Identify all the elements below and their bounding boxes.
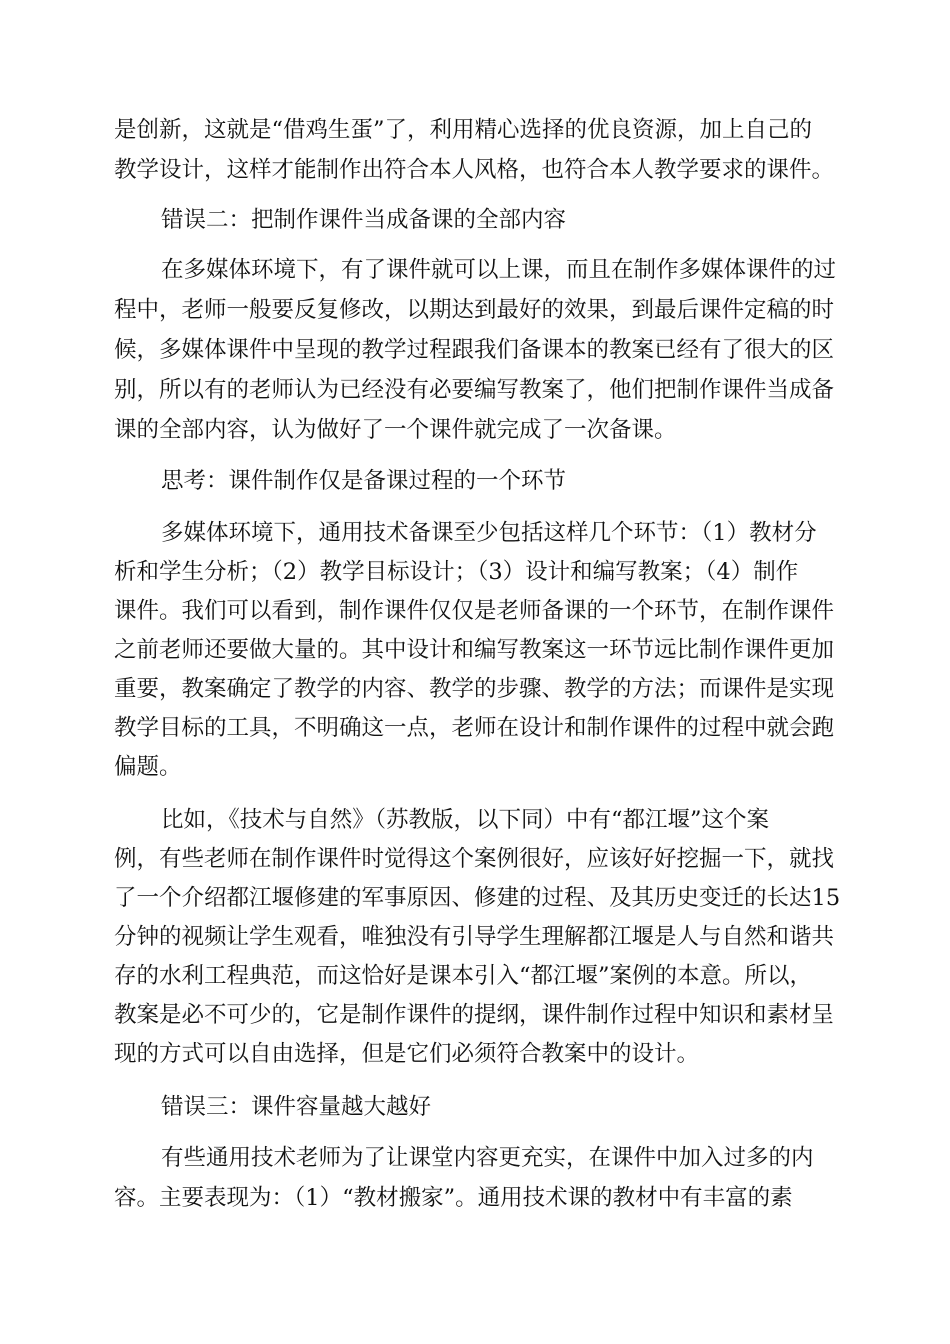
text-line: 教学设计，这样才能制作出符合本人风格，也符合本人教学要求的课件。 (114, 157, 835, 183)
text-line: 在多媒体环境下，有了课件就可以上课，而且在制作多媒体课件的过 (161, 257, 837, 283)
text-line: 候，多媒体课件中呈现的教学过程跟我们备课本的教案已经有了很大的区 (114, 337, 835, 363)
text-line: 偏题。 (114, 754, 182, 780)
text-line: 程中，老师一般要反复修改，以期达到最好的效果，到最后课件定稿的时 (114, 297, 835, 323)
text-line: 分钟的视频让学生观看，唯独没有引导学生理解都江堰是人与自然和谐共 (114, 924, 835, 950)
text-line: 有些通用技术老师为了让课堂内容更充实，在课件中加入过多的内 (161, 1145, 814, 1171)
text-line: 存的水利工程典范，而这恰好是课本引入“都江堰”案例的本意。所以， (114, 963, 813, 989)
text-line: 之前老师还要做大量的。其中设计和编写教案这一环节远比制作课件更加 (114, 637, 835, 663)
text-line: 教学目标的工具，不明确这一点，老师在设计和制作课件的过程中就会跑 (114, 715, 835, 741)
text-line: 课件。我们可以看到，制作课件仅仅是老师备课的一个环节，在制作课件 (114, 598, 835, 624)
text-line: 是创新，这就是“借鸡生蛋”了，利用精心选择的优良资源，加上自己的 (114, 117, 813, 143)
section-heading-reflection: 思考：课件制作仅是备课过程的一个环节 (161, 468, 567, 494)
text-line: 教案是必不可少的，它是制作课件的提纲，课件制作过程中知识和素材呈 (114, 1002, 835, 1028)
text-line: 析和学生分析；（2）教学目标设计；（3）设计和编写教案；（4）制作 (114, 559, 799, 585)
text-line: 现的方式可以自由选择，但是它们必须符合教案中的设计。 (114, 1041, 700, 1067)
text-line: 容。主要表现为：（1）“教材搬家”。通用技术课的教材中有丰富的素 (114, 1185, 793, 1211)
text-line: 多媒体环境下，通用技术备课至少包括这样几个环节：（1）教材分 (161, 520, 817, 546)
text-line: 比如，《技术与自然》（苏教版，以下同）中有“都江堰”这个案 (161, 807, 770, 833)
text-line: 重要，教案确定了教学的内容、教学的步骤、教学的方法；而课件是实现 (114, 676, 835, 702)
section-heading-error-three: 错误三：课件容量越大越好 (161, 1094, 432, 1120)
text-line: 例，有些老师在制作课件时觉得这个案例很好，应该好好挖掘一下，就找 (114, 846, 835, 872)
text-line: 课的全部内容，认为做好了一个课件就完成了一次备课。 (114, 417, 677, 443)
text-line: 别，所以有的老师认为已经没有必要编写教案了，他们把制作课件当成备 (114, 377, 835, 403)
section-heading-error-two: 错误二：把制作课件当成备课的全部内容 (161, 207, 567, 233)
text-line: 了一个介绍都江堰修建的军事原因、修建的过程、及其历史变迁的长达15 (114, 885, 841, 911)
